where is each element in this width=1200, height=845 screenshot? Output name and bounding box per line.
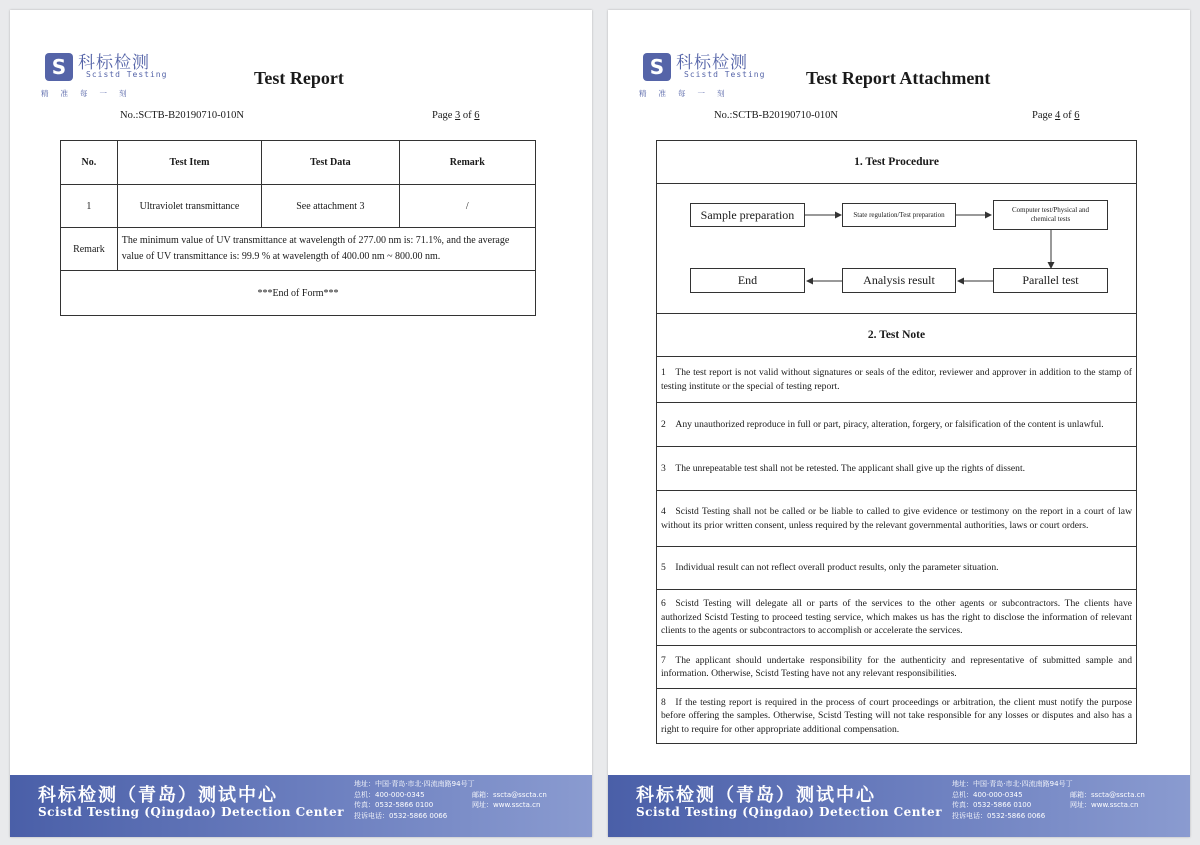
report-page-3	[10, 10, 592, 837]
logo-chinese-name: 科标检测	[78, 53, 150, 73]
header-no: No.	[81, 157, 97, 168]
cell-test-data: See attachment 3	[261, 185, 398, 227]
footer-center-cn: 科标检测（青岛）测试中心	[38, 785, 278, 806]
footer-center-en: Scistd Testing (Qingdao) Detection Center	[636, 805, 943, 819]
flow-end: End	[690, 268, 805, 293]
footer-address: 地址：中国·青岛·市北·四流南路94号丁	[952, 780, 1073, 788]
footer-complaint: 投诉电话：0532-5866 0066	[354, 811, 448, 820]
footer-fax: 传真：0532-5866 0100	[354, 801, 434, 809]
note-item-4: 4 Scistd Testing shall not be called or be liable to called to give evidence or testimony on the report in a court of law without its prior written consent, unless required by the relevant governmental authorities, laws or court orders.	[657, 490, 1136, 546]
header-test-item: Test Item	[117, 141, 261, 184]
end-of-form-row	[61, 270, 535, 315]
footer-website: 网址：www.sscta.cn	[1070, 801, 1139, 809]
logo-s-icon	[44, 52, 74, 82]
test-notes	[657, 357, 1136, 743]
report-number: No.:SCTB-B20190710-010N	[120, 110, 244, 121]
page-title: Test Report	[254, 68, 344, 88]
test-result-table	[60, 140, 536, 316]
note-item-8: 8 If the testing report is required in the process of court proceedings or arbitration, the client must notify the purpose before offering the samples. Otherwise, Scistd Testing will not take responsible for any losses or disputes and also has a right to require for other appropriate additional compensation.	[657, 688, 1136, 743]
page-number: Page 4 of 6	[1032, 110, 1080, 121]
footer-contact	[952, 779, 1184, 821]
footer-address: 地址：中国·青岛·市北·四流南路94号丁	[354, 780, 475, 788]
footer-contact	[354, 779, 586, 821]
note-item-5: 5 Individual result can not reflect overall product results, only the parameter situation.	[657, 546, 1136, 589]
cell-test-item: Ultraviolet transmittance	[117, 185, 261, 227]
report-page-4	[608, 10, 1190, 837]
remark-row	[61, 227, 535, 270]
note-item-1: 1 The test report is not valid without signatures or seals of the editor, reviewer and approver in addition to the stamp of testing institute or the special of testing report.	[661, 367, 1132, 392]
header-test-data: Test Data	[261, 141, 398, 184]
flow-analysis-result: Analysis result	[842, 268, 956, 293]
note-item-2: 2 Any unauthorized reproduce in full or part, piracy, alteration, forgery, or falsification of the content is unlawful.	[657, 402, 1136, 446]
flow-computer-test: Computer test/Physical and chemical tests	[993, 200, 1108, 230]
footer-website: 网址：www.sscta.cn	[472, 801, 541, 809]
logo-english-name: Scistd Testing	[684, 70, 766, 79]
flow-parallel-test: Parallel test	[993, 268, 1108, 293]
company-logo	[40, 48, 170, 108]
attachment-box	[656, 140, 1137, 744]
table-row	[61, 184, 535, 227]
end-of-form: ***End of Form***	[257, 287, 339, 299]
page-number: Page 3 of 6	[432, 110, 480, 121]
logo-s-icon	[642, 52, 672, 82]
flow-state-regulation: State regulation/Test preparation	[842, 203, 956, 227]
table-header-row	[61, 141, 535, 184]
logo-slogan: 精准每一刻	[41, 89, 139, 98]
remark-label: Remark	[73, 243, 105, 255]
company-logo	[638, 48, 768, 108]
cell-no: 1	[86, 200, 92, 212]
svg-text:S: S	[649, 55, 665, 79]
note-item-6: 6 Scistd Testing will delegate all or parts of the services to the other agents or subcontractors. The clients have authorized Scistd Testing to proceed testing service, which makes us has the right to disclose the information of relevant clients to the agents or subcontractors to accomplish or accelerate the services.	[657, 589, 1136, 645]
logo-chinese-name: 科标检测	[676, 53, 748, 73]
note-item-3: 3 The unrepeatable test shall not be retested. The applicant shall give up the rights of dissent.	[657, 446, 1136, 490]
footer-band	[608, 775, 1190, 837]
logo-slogan: 精准每一刻	[639, 89, 737, 98]
report-number: No.:SCTB-B20190710-010N	[714, 110, 838, 121]
procedure-title: 1. Test Procedure	[657, 141, 1136, 184]
svg-text:S: S	[51, 55, 67, 79]
note-title: 2. Test Note	[657, 314, 1136, 357]
logo-english-name: Scistd Testing	[86, 70, 168, 79]
footer-center-en: Scistd Testing (Qingdao) Detection Center	[38, 805, 345, 819]
footer-hotline: 总机：400-000-0345	[354, 790, 425, 799]
page-title: Test Report Attachment	[806, 68, 991, 88]
footer-email: 邮箱：sscta@sscta.cn	[472, 790, 547, 799]
footer-center-cn: 科标检测（青岛）测试中心	[636, 785, 876, 806]
footer-fax: 传真：0532-5866 0100	[952, 801, 1032, 809]
flow-sample-preparation: Sample preparation	[690, 203, 805, 227]
footer-band	[10, 775, 592, 837]
remark-text: The minimum value of UV transmittance at wavelength of 277.00 nm is: 71.1%, and the average value of UV transmittance is: 99.9 % at wavelength of 400.00 nm ~ 800.00 nm.	[117, 228, 535, 270]
footer-email: 邮箱：sscta@sscta.cn	[1070, 790, 1145, 799]
procedure-flowchart	[657, 184, 1136, 314]
note-item-7: 7 The applicant should undertake responsibility for the authenticity and representative of submitted sample and information. Otherwise, Scistd Testing have not any relevant responsibilities.	[657, 645, 1136, 688]
footer-hotline: 总机：400-000-0345	[952, 790, 1023, 799]
footer-complaint: 投诉电话：0532-5866 0066	[952, 811, 1046, 820]
cell-remark: /	[399, 185, 535, 227]
header-remark: Remark	[399, 141, 535, 184]
